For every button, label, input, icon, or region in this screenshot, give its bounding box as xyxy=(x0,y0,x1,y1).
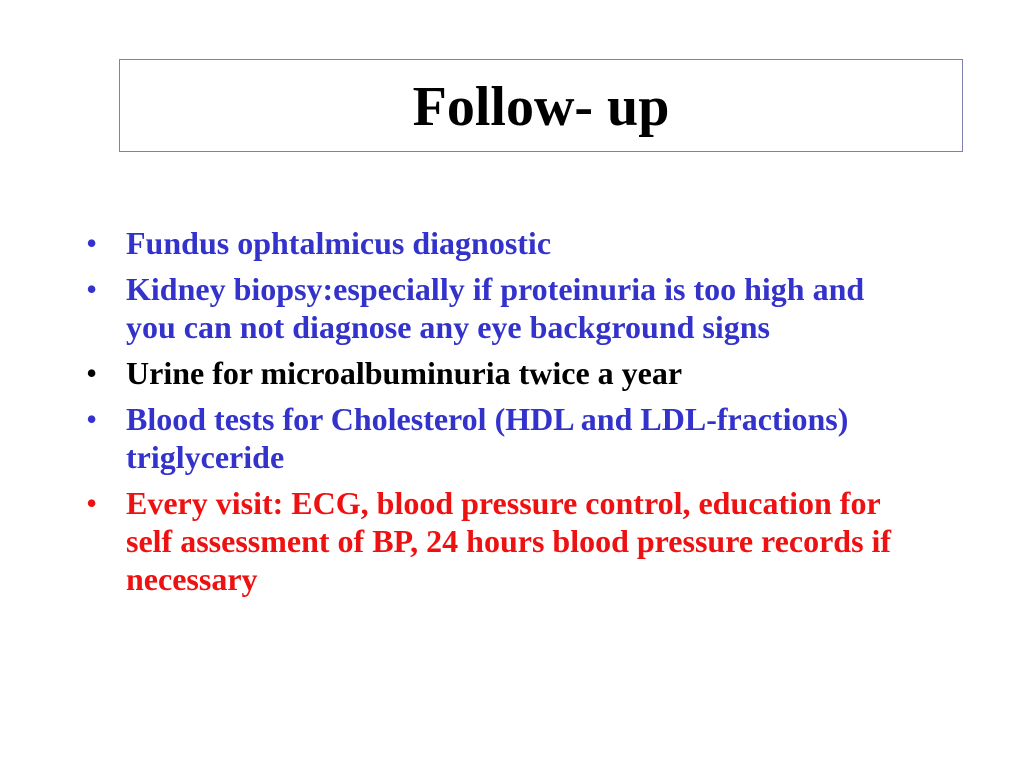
bullet-item-kidney-biopsy xyxy=(86,270,916,346)
bullet-text: Kidney biopsy:especially if proteinuria is too high and you can not diagnose any eye background signs xyxy=(126,271,865,345)
bullet-icon: • xyxy=(86,225,98,261)
title-box xyxy=(119,59,963,152)
bullet-item-every-visit xyxy=(86,484,916,598)
bullet-item-blood-tests xyxy=(86,400,916,476)
bullet-list xyxy=(86,224,916,606)
bullet-text: Every visit: ECG, blood pressure control, education for self assessment of BP, 24 hours blood pressure records if necessary xyxy=(126,485,892,597)
bullet-icon: • xyxy=(86,401,98,437)
bullet-text: Fundus ophtalmicus diagnostic xyxy=(126,225,552,261)
bullet-item-fundus xyxy=(86,224,916,262)
slide-title: Follow- up xyxy=(412,75,670,138)
bullet-icon: • xyxy=(86,355,98,391)
bullet-icon: • xyxy=(86,271,98,307)
bullet-item-urine xyxy=(86,354,916,392)
bullet-icon: • xyxy=(86,485,98,521)
bullet-text: Blood tests for Cholesterol (HDL and LDL-fractions) triglyceride xyxy=(126,401,849,475)
bullet-text: Urine for microalbuminuria twice a year xyxy=(126,355,683,391)
